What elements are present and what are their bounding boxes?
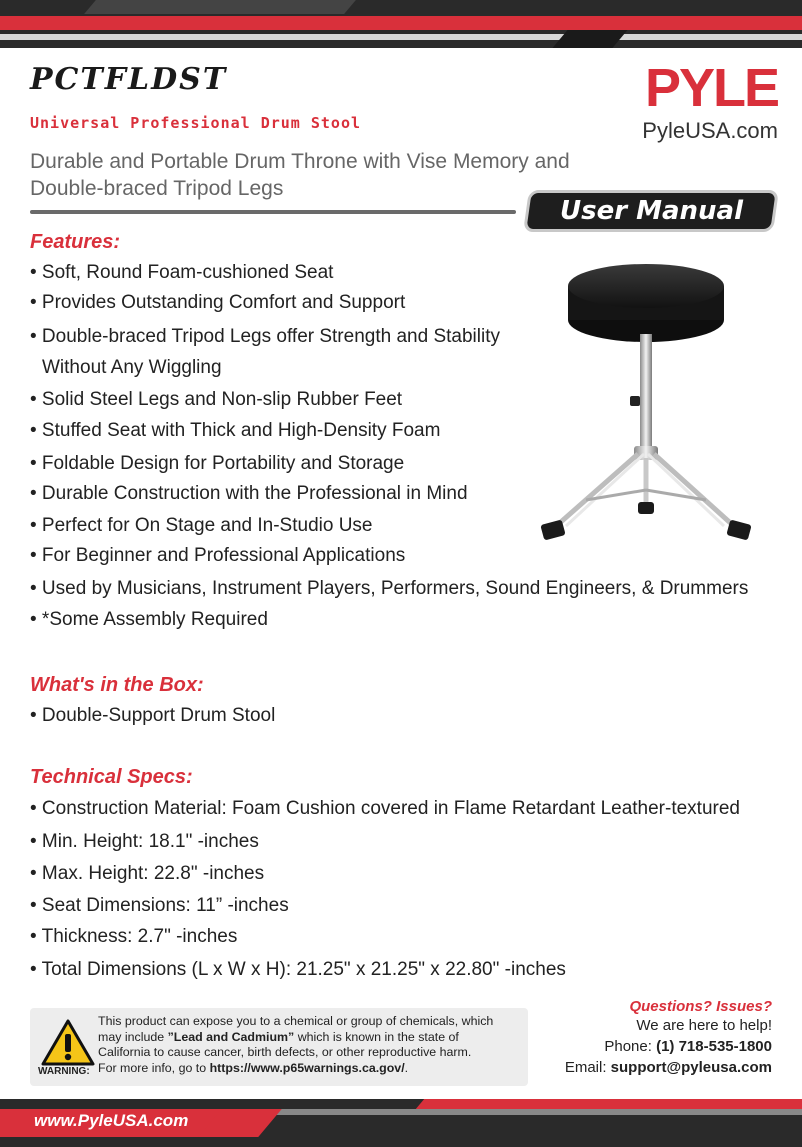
list-item: • Min. Height: 18.1" -inches xyxy=(30,831,259,852)
footer-bar xyxy=(0,1099,802,1147)
footer-website-link[interactable]: www.PyleUSA.com xyxy=(34,1111,189,1130)
warning-line: This product can expose you to a chemical or group of chemicals, which xyxy=(98,1014,494,1028)
list-item: • Durable Construction with the Professional in Mind xyxy=(30,483,468,504)
specs-heading: Technical Specs: xyxy=(30,766,193,788)
list-item: • Perfect for On Stage and In-Studio Use xyxy=(30,515,373,536)
drum-stool-image xyxy=(526,258,766,558)
list-item: Without Any Wiggling xyxy=(42,357,222,378)
phone-line: Phone: (1) 718-535-1800 xyxy=(604,1038,772,1055)
list-item: • Double-braced Tripod Legs offer Strength and Stability xyxy=(30,326,500,347)
top-decorative-bar xyxy=(0,0,802,48)
email-line: Email: support@pyleusa.com xyxy=(564,1059,772,1076)
list-item: • Stuffed Seat with Thick and High-Density Foam xyxy=(30,420,441,441)
model-code: PCTFLDST xyxy=(30,62,228,97)
list-item: • Total Dimensions (L x W x H): 21.25" x 21.25" x 22.80" -inches xyxy=(30,959,566,980)
list-item: • Solid Steel Legs and Non-slip Rubber Feet xyxy=(30,389,403,410)
list-item: • Seat Dimensions: 11” -inches xyxy=(30,895,289,916)
warning-label: WARNING: xyxy=(38,1066,90,1077)
questions-heading: Questions? Issues? xyxy=(629,998,772,1015)
box-heading: What's in the Box: xyxy=(30,674,204,696)
list-item: • Max. Height: 22.8" -inches xyxy=(30,863,265,884)
product-subtitle: Durable and Portable Drum Throne with Vise Memory and Double-braced Tripod Legs xyxy=(30,150,570,200)
warning-triangle-icon xyxy=(40,1018,96,1068)
list-item: • Used by Musicians, Instrument Players, Performers, Sound Engineers, & Drummers xyxy=(30,578,749,599)
logo-mark: PYLE xyxy=(644,58,778,118)
list-item: • For Beginner and Professional Applications xyxy=(30,545,406,566)
list-item: • Double-Support Drum Stool xyxy=(30,705,276,726)
p65-link[interactable]: https://www.p65warnings.ca.gov/ xyxy=(209,1060,405,1075)
warning-text xyxy=(98,1014,518,1076)
list-item: • Provides Outstanding Comfort and Support xyxy=(30,292,406,313)
contact-info xyxy=(565,998,772,1078)
features-heading: Features: xyxy=(30,231,121,253)
user-manual-badge xyxy=(523,190,779,232)
phone-number[interactable]: (1) 718-535-1800 xyxy=(656,1038,772,1055)
warning-line: For more info, go to https://www.p65warnings.ca.gov/. xyxy=(98,1060,409,1075)
pyle-logo xyxy=(618,60,778,144)
badge-label: User Manual xyxy=(559,196,743,226)
list-item: • Thickness: 2.7" -inches xyxy=(30,926,238,947)
logo-url: PyleUSA.com xyxy=(642,118,778,143)
help-text: We are here to help! xyxy=(636,1017,772,1034)
warning-line: may include ”Lead and Cadmium” which is known in the state of xyxy=(98,1029,459,1044)
list-item: • Soft, Round Foam-cushioned Seat xyxy=(30,262,334,283)
list-item: • Foldable Design for Portability and Storage xyxy=(30,453,405,474)
prop65-warning xyxy=(30,1008,528,1086)
list-item: • *Some Assembly Required xyxy=(30,609,268,630)
warning-line: California to cause cancer, birth defects, or other reproductive harm. xyxy=(98,1045,472,1059)
title-divider xyxy=(30,210,516,214)
product-name: Universal Professional Drum Stool xyxy=(30,114,362,132)
list-item: • Construction Material: Foam Cushion covered in Flame Retardant Leather-textured xyxy=(30,798,740,819)
email-address[interactable]: support@pyleusa.com xyxy=(610,1059,772,1076)
